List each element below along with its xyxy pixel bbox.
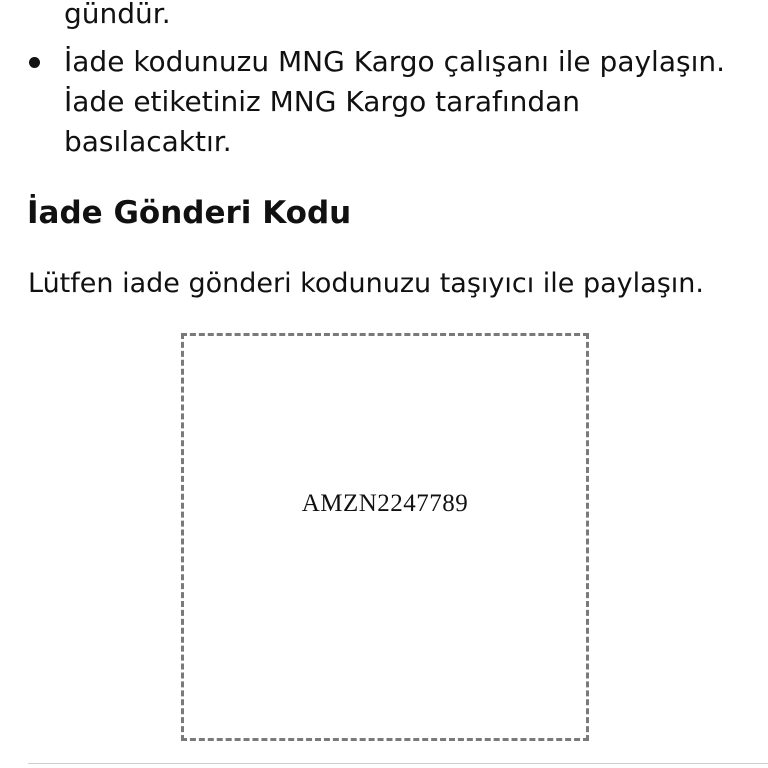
- list-item-text: [64, 42, 768, 162]
- list-item-line: İade etiketiniz MNG Kargo tarafından: [64, 85, 581, 118]
- return-code-box: [181, 333, 589, 741]
- bullet-icon: [29, 57, 40, 68]
- instructions-list: [0, 42, 768, 162]
- continued-text-line: gündür.: [64, 0, 171, 30]
- return-code-heading: İade Gönderi Kodu: [27, 195, 352, 231]
- return-code-value: AMZN2247789: [301, 490, 469, 517]
- divider: [28, 763, 768, 764]
- list-item-line: İade kodunuzu MNG Kargo çalışanı ile paylaşın.: [64, 45, 725, 78]
- return-code-instruction: Lütfen iade gönderi kodunuzu taşıyıcı ile paylaşın.: [28, 268, 704, 299]
- list-item-line: basılacaktır.: [64, 125, 232, 158]
- list-item: [0, 42, 768, 162]
